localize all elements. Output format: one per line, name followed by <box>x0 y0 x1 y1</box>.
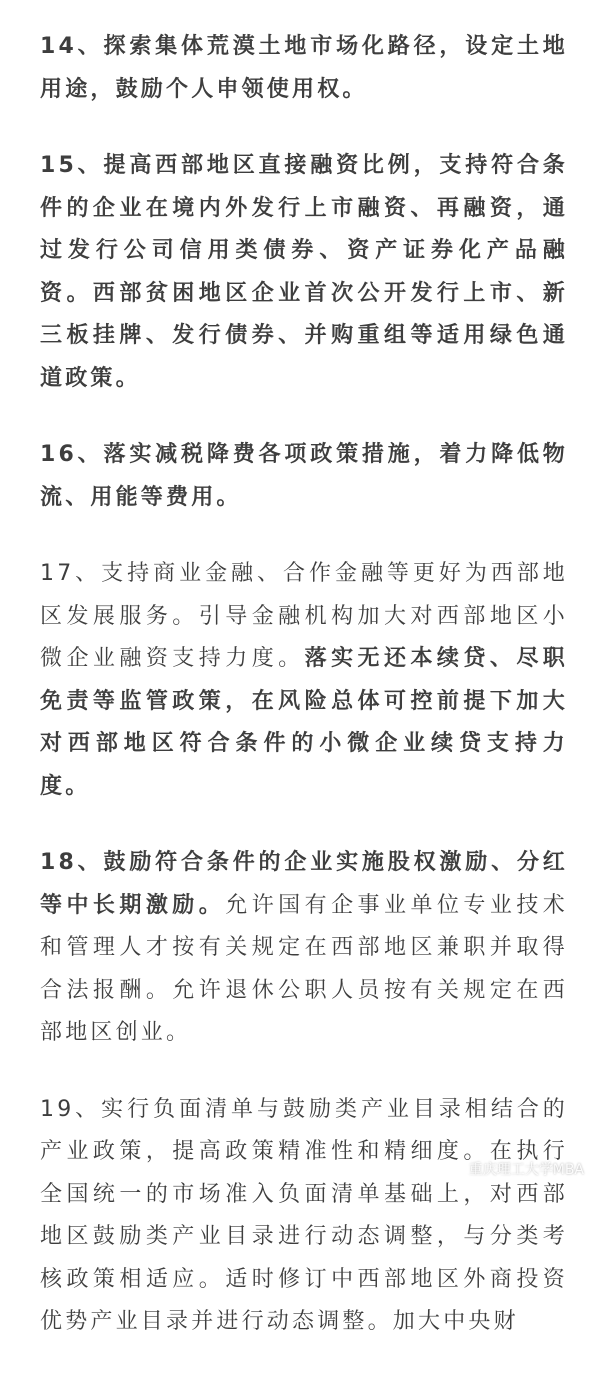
paragraph-14 <box>40 26 568 111</box>
paragraph-18 <box>40 842 568 1055</box>
paragraph-16-text: 16、落实减税降费各项政策措施，着力降低物流、用能等费用。 <box>40 442 568 510</box>
watermark-text: 重庆理工大学MBA <box>468 1162 584 1178</box>
paragraph-17-text-bold: 落实无还本续贷、尽职免责等监管政策，在风险总体可控前提下加大对西部地区符合条件的小微企业续贷支持力度。 <box>40 646 568 799</box>
paragraph-19-text: 19、实行负面清单与鼓励类产业目录相结合的产业政策，提高政策精准性和精细度。在执行全国统一的市场准入负面清单基础上，对西部地区鼓励类产业目录进行动态调整，与分类考核政策相适应。适时修订中西部地区外商投资优势产业目录并进行动态调整。加大中央财 <box>40 1096 568 1334</box>
paragraph-16 <box>40 434 568 519</box>
paragraph-14-text: 14、探索集体荒漠土地市场化路径，设定土地用途，鼓励个人申领使用权。 <box>40 34 568 102</box>
paragraph-15-text: 15、提高西部地区直接融资比例，支持符合条件的企业在境内外发行上市融资、再融资，通过发行公司信用类债券、资产证券化产品融资。西部贫困地区企业首次公开发行上市、新三板挂牌、发行债券、并购重组等适用绿色通道政策。 <box>40 153 568 391</box>
paragraph-18-text-bold: 18、鼓励符合条件的企业实施股权激励、分红等中长期激励。 <box>40 850 568 918</box>
wechat-icon <box>445 1162 463 1176</box>
paragraph-18-text-regular: 允许国有企事业单位专业技术和管理人才按有关规定在西部地区兼职并取得合法报酬。允许退休公职人员按有关规定在西部地区创业。 <box>40 892 568 1045</box>
paragraph-15 <box>40 145 568 400</box>
watermark <box>445 1159 584 1179</box>
paragraph-19 <box>40 1089 568 1344</box>
paragraph-17 <box>40 553 568 808</box>
paragraph-17-text-regular: 17、支持商业金融、合作金融等更好为西部地区发展服务。引导金融机构加大对西部地区小微企业融资支持力度。 <box>40 561 568 671</box>
